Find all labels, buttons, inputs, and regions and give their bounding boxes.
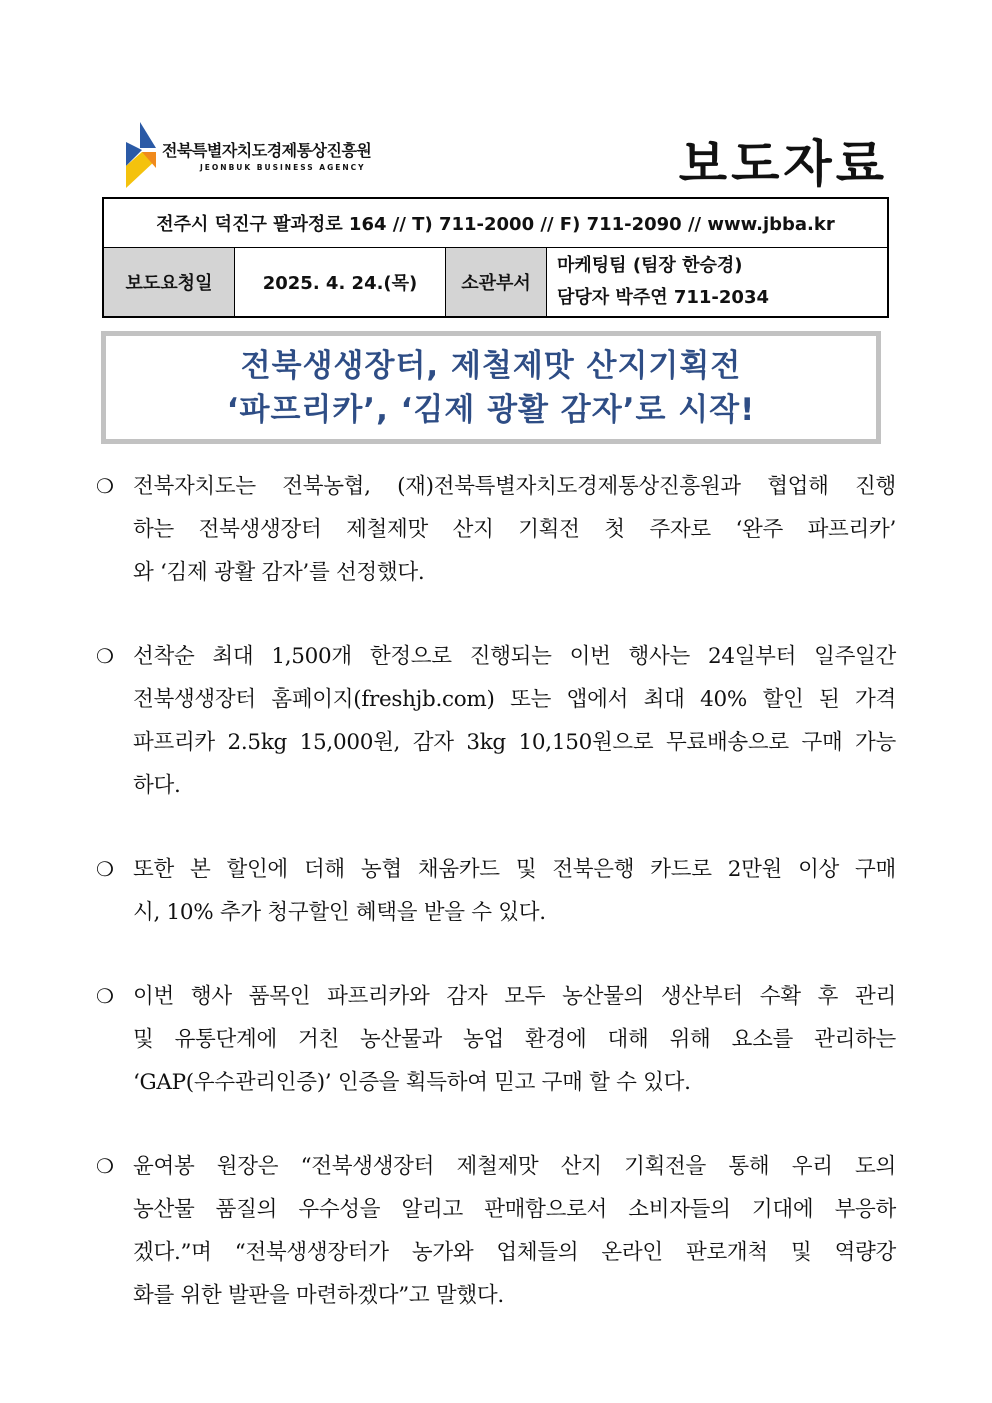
circle-bullet-icon: ❍: [96, 474, 114, 498]
org-name-korean: 전북특별자치도경제통상진흥원: [162, 141, 372, 160]
paragraph-line: 전북자치도는 전북농협, (재)전북특별자치도경제통상진흥원과 협업해 진행: [133, 474, 896, 499]
address-contact-line: 전주시 덕진구 팔과정로 164 // T) 711-2000 // F) 711-2090 // www.jbba.kr: [103, 198, 888, 248]
paragraph-5: [96, 1145, 896, 1317]
request-date-value: 2025. 4. 24.(목): [235, 248, 446, 318]
headline-line-2: ‘파프리카’, ‘김제 광활 감자’로 시작!: [226, 391, 756, 428]
circle-bullet-icon: ❍: [96, 857, 114, 881]
paragraph-line: 이번 행사 품목인 파프리카와 감자 모두 농산물의 생산부터 수확 후 관리: [133, 984, 896, 1009]
org-name-english: JEONBUK BUSINESS AGENCY: [200, 163, 366, 172]
request-date-label: 보도요청일: [103, 248, 235, 318]
paragraph-line: 하는 전북생생장터 제철제맛 산지 기획전 첫 주자로 ‘완주 파프리카’: [133, 517, 896, 542]
contact-info-table: [102, 197, 889, 318]
department-team: 마케팅팀 (팀장 한승경): [557, 255, 743, 276]
department-contact: 담당자 박주연 711-2034: [557, 287, 770, 308]
paragraph-line: 및 유통단계에 거친 농산물과 농업 환경에 대해 위해 요소를 관리하는: [133, 1027, 896, 1052]
press-body: [96, 465, 896, 1358]
paragraph-line: 윤여봉 원장은 “전북생생장터 제철제맛 산지 기획전을 통해 우리 도의: [133, 1154, 896, 1179]
paragraph-4: [96, 975, 896, 1104]
paragraph-line: 화를 위한 발판을 마련하겠다”고 말했다.: [133, 1283, 504, 1308]
paragraph-1: [96, 465, 896, 594]
paragraph-line: 와 ‘김제 광활 감자’를 선정했다.: [133, 560, 425, 585]
headline-box: [102, 332, 880, 443]
paragraph-line: 또한 본 할인에 더해 농협 채움카드 및 전북은행 카드로 2만원 이상 구매: [133, 857, 896, 882]
paragraph-line: 선착순 최대 1,500개 한정으로 진행되는 이번 행사는 24일부터 일주일간: [133, 644, 896, 669]
paragraph-line: 겠다.”며 “전북생생장터가 농가와 업체들의 온라인 판로개척 및 역량강: [133, 1240, 896, 1265]
department-label: 소관부서: [446, 248, 547, 318]
paragraph-2: [96, 635, 896, 807]
department-value: [547, 248, 889, 318]
circle-bullet-icon: ❍: [96, 644, 114, 668]
paragraph-3: [96, 848, 896, 934]
paragraph-line: 하다.: [133, 773, 181, 798]
paragraph-line: 농산물 품질의 우수성을 알리고 판매함으로서 소비자들의 기대에 부응하: [133, 1197, 896, 1222]
document-type-title: 보도자료: [678, 135, 888, 193]
headline-line-1: 전북생생장터, 제철제맛 산지기획전: [240, 347, 742, 384]
agency-logo: [122, 122, 422, 188]
paragraph-line: 전북생생장터 홈페이지(freshjb.com) 또는 앱에서 최대 40% 할인 된 가격: [133, 687, 896, 712]
circle-bullet-icon: ❍: [96, 984, 114, 1008]
paragraph-line: 시, 10% 추가 청구할인 혜택을 받을 수 있다.: [133, 900, 546, 925]
paragraph-line: ‘GAP(우수관리인증)’ 인증을 획득하여 믿고 구매 할 수 있다.: [133, 1070, 691, 1095]
paragraph-line: 파프리카 2.5kg 15,000원, 감자 3kg 10,150원으로 무료배송으로 구매 가능: [133, 730, 896, 755]
agency-logo-mark: [122, 122, 162, 188]
circle-bullet-icon: ❍: [96, 1154, 114, 1178]
